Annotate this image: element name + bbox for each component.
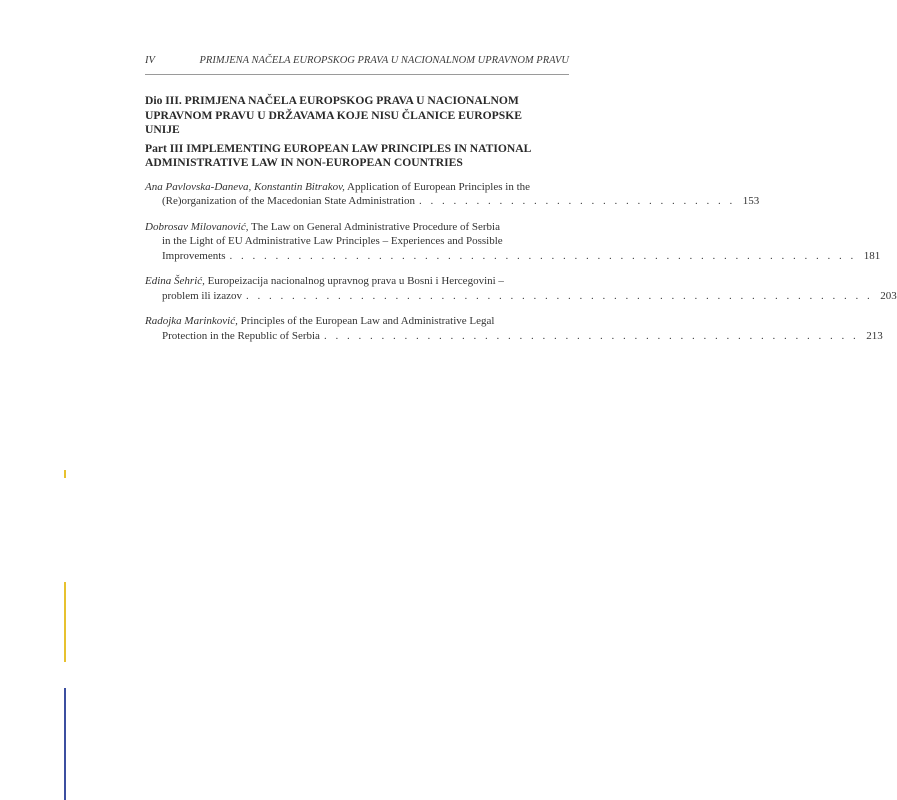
entry-author: Radojka Marinković,	[145, 315, 238, 327]
title-line: Dio III. PRIMJENA NAČELA EUROPSKOG PRAVA U NACIONALNOM	[145, 94, 519, 107]
header-rule	[145, 74, 569, 75]
entry-last-line	[145, 289, 897, 304]
entry-title-part: Principles of the European Law and Administrative Legal	[237, 315, 495, 327]
toc-entry[interactable]	[145, 274, 897, 303]
dot-leader: . . . . . . . . . . . . . . . . . . . . . . . . . . . .	[419, 195, 736, 207]
entry-title-part: in the Light of EU Administrative Law Principles – Experiences and Possible	[162, 235, 503, 247]
entry-first-line	[145, 180, 569, 195]
entry-title-part: The Law on General Administrative Procedure of Serbia	[248, 220, 500, 233]
entry-title-part: problem ili izazov	[162, 289, 243, 302]
entry-title-part: Application of European Principles in the	[344, 180, 531, 193]
running-header	[145, 55, 569, 66]
entry-author: Dobrosav Milovanović,	[145, 220, 249, 233]
title-line: UPRAVNOM PRAVU U DRŽAVAMA KOJE NISU ČLANICE EUROPSKE	[145, 108, 522, 122]
title-line: Part III IMPLEMENTING EUROPEAN LAW PRINCIPLES IN NATIONAL	[145, 141, 532, 155]
dot-leader: . . . . . . . . . . . . . . . . . . . . . . . . . . . . . . . . . . . . . . . . . . . . . . . . . . . . . . .	[246, 289, 873, 302]
entry-title-part: Europeizacija nacionalnog upravnog prava u Bosni i Hercegovini –	[204, 275, 504, 287]
entry-last-line	[145, 249, 881, 264]
entry-first-line	[145, 274, 569, 289]
scan-edge-mark	[64, 470, 66, 478]
entry-first-line	[145, 314, 569, 329]
dot-leader: . . . . . . . . . . . . . . . . . . . . . . . . . . . . . . . . . . . . . . . . . . . . . . .	[323, 329, 859, 342]
dot-leader: . . . . . . . . . . . . . . . . . . . . . . . . . . . . . . . . . . . . . . . . . . . . . . . . . . . . . . .	[229, 249, 857, 262]
toc-entry[interactable]	[145, 180, 760, 209]
scan-edge-mark	[64, 688, 66, 800]
scan-edge-mark	[64, 582, 66, 662]
entry-page-number: 203	[880, 289, 897, 302]
entry-title-part: Improvements	[162, 249, 226, 262]
page-number: IV	[145, 55, 155, 66]
toc-entry[interactable]	[145, 220, 881, 264]
toc-entry[interactable]	[145, 314, 883, 343]
running-title: PRIMJENA NAČELA EUROPSKOG PRAVA U NACIONALNOM UPRAVNOM PRAVU	[199, 55, 569, 66]
entry-page-number: 181	[863, 249, 881, 262]
section-title-local	[145, 94, 569, 138]
entry-author: Ana Pavlovska-Daneva, Konstantin Bitrakov,	[145, 180, 345, 193]
entry-title-part: (Re)organization of the Macedonian State Administration	[162, 195, 416, 207]
section-title-english	[145, 142, 569, 171]
entry-author: Edina Šehrić,	[145, 275, 205, 287]
entry-last-line	[145, 194, 760, 209]
title-line: ADMINISTRATIVE LAW IN NON-EUROPEAN COUNTRIES	[145, 156, 463, 169]
toc-entries	[145, 180, 897, 344]
entry-first-line	[145, 220, 569, 235]
entry-page-number: 153	[742, 195, 760, 207]
title-line: UNIJE	[145, 123, 180, 136]
toc-content	[145, 94, 897, 354]
entry-title-part: Protection in the Republic of Serbia	[162, 329, 320, 342]
entry-last-line	[145, 329, 883, 344]
entry-page-number: 213	[866, 329, 883, 342]
